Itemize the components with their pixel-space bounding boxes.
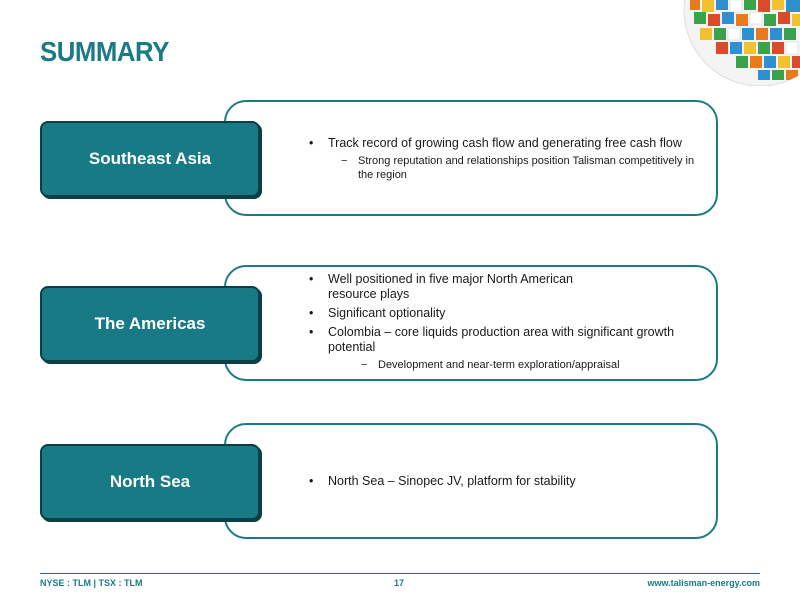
bullet-item: • Well positioned in five major North American resource plays xyxy=(309,272,598,302)
page-number: 17 xyxy=(394,578,405,588)
bullet-item: • Significant optionality xyxy=(309,306,709,321)
bullet-item: • Colombia – core liquids production area with significant growth potential xyxy=(309,325,709,355)
section-label-southeast-asia: Southeast Asia xyxy=(40,121,260,197)
sub-bullet-item: − Development and near-term exploration/appraisal xyxy=(309,359,709,373)
sub-bullet-item: − Strong reputation and relationships position Talisman competitively in the region xyxy=(309,155,709,182)
footer-website-link[interactable]: www.talisman-energy.com xyxy=(647,578,760,588)
footer-divider xyxy=(40,573,760,574)
section-label-americas: The Americas xyxy=(40,286,260,362)
bullet-list-americas xyxy=(309,272,709,373)
bullet-list-north-sea xyxy=(309,474,709,493)
footer-ticker: NYSE : TLM | TSX : TLM xyxy=(40,578,143,588)
bullet-item: • North Sea – Sinopec JV, platform for stability xyxy=(309,474,709,489)
section-label-north-sea: North Sea xyxy=(40,444,260,520)
bullet-item: • Track record of growing cash flow and generating free cash flow xyxy=(309,136,709,151)
bullet-list-southeast-asia xyxy=(309,136,709,185)
page-title: SUMMARY xyxy=(40,36,169,67)
mosaic-globe-logo-icon xyxy=(676,0,800,86)
